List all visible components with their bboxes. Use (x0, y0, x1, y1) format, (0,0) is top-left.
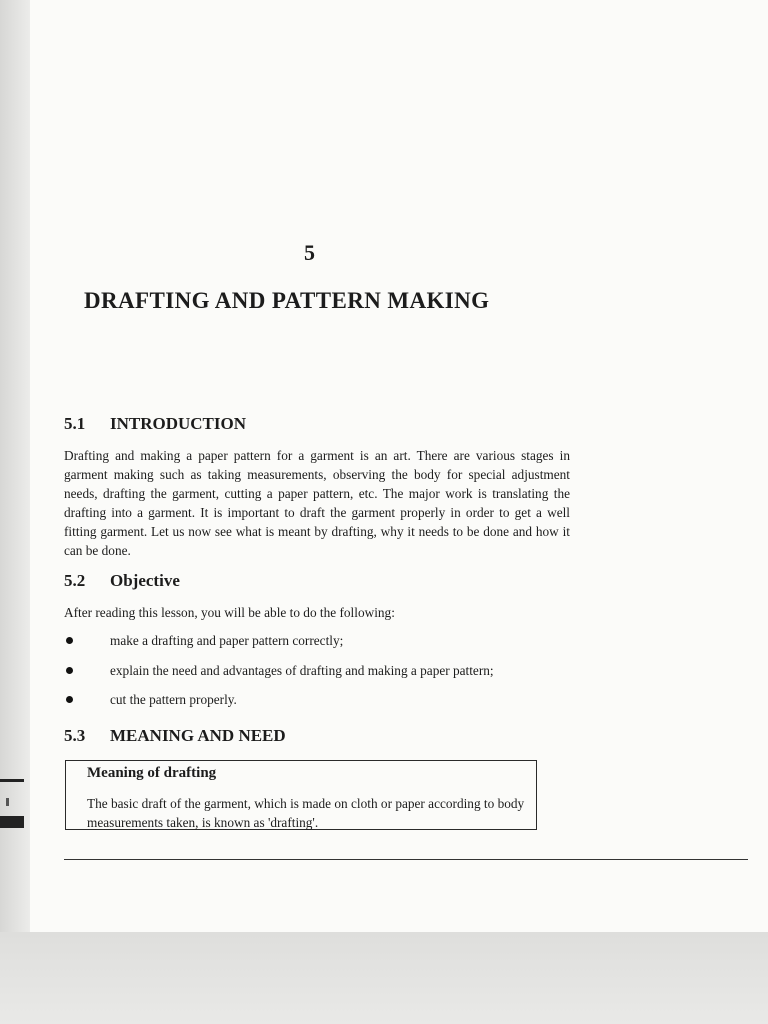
scan-left-edge (0, 0, 30, 1024)
scan-bottom-margin (0, 932, 768, 1024)
chapter-title: DRAFTING AND PATTERN MAKING (84, 288, 490, 313)
section-number: 5.2 (64, 571, 86, 590)
binding-mark (0, 779, 24, 782)
section-title: Objective (110, 571, 180, 590)
bullet-icon (66, 696, 73, 703)
list-item-text: cut the pattern properly. (110, 692, 237, 707)
section-title: MEANING AND NEED (110, 726, 286, 745)
section-number: 5.1 (64, 414, 86, 433)
binding-mark (0, 816, 24, 828)
chapter-number: 5 (304, 240, 315, 265)
binding-mark (6, 798, 9, 806)
section-heading-meaning (64, 726, 286, 746)
definition-text: The basic draft of the garment, which is made on cloth or paper according to body measurements taken, is known as 'drafting'. (87, 796, 525, 830)
list-item-text: explain the need and advantages of drafting and making a paper pattern; (110, 663, 494, 678)
section-heading-objective (64, 571, 180, 591)
introduction-paragraph: Drafting and making a paper pattern for a garment is an art. There are various stages in garment making such as taking measurements, observing the body for special adjustment needs, drafting the garment, cutting a paper pattern, etc. The major work is translating the drafting into a garment. It is important to draft the garment properly in order to get a well fitting garment. Let us now see what is meant by drafting, why it needs to be done and how it can be done. (64, 448, 570, 558)
page-divider (64, 859, 748, 860)
bullet-icon (66, 637, 73, 644)
bullet-icon (66, 667, 73, 674)
list-item-text: make a drafting and paper pattern correctly; (110, 633, 344, 648)
definition-title: Meaning of drafting (87, 765, 217, 781)
section-heading-introduction (64, 414, 246, 434)
section-title: INTRODUCTION (110, 414, 247, 433)
section-number: 5.3 (64, 726, 86, 745)
definition-box (65, 760, 537, 830)
objective-lead: After reading this lesson, you will be able to do the following: (64, 605, 395, 620)
